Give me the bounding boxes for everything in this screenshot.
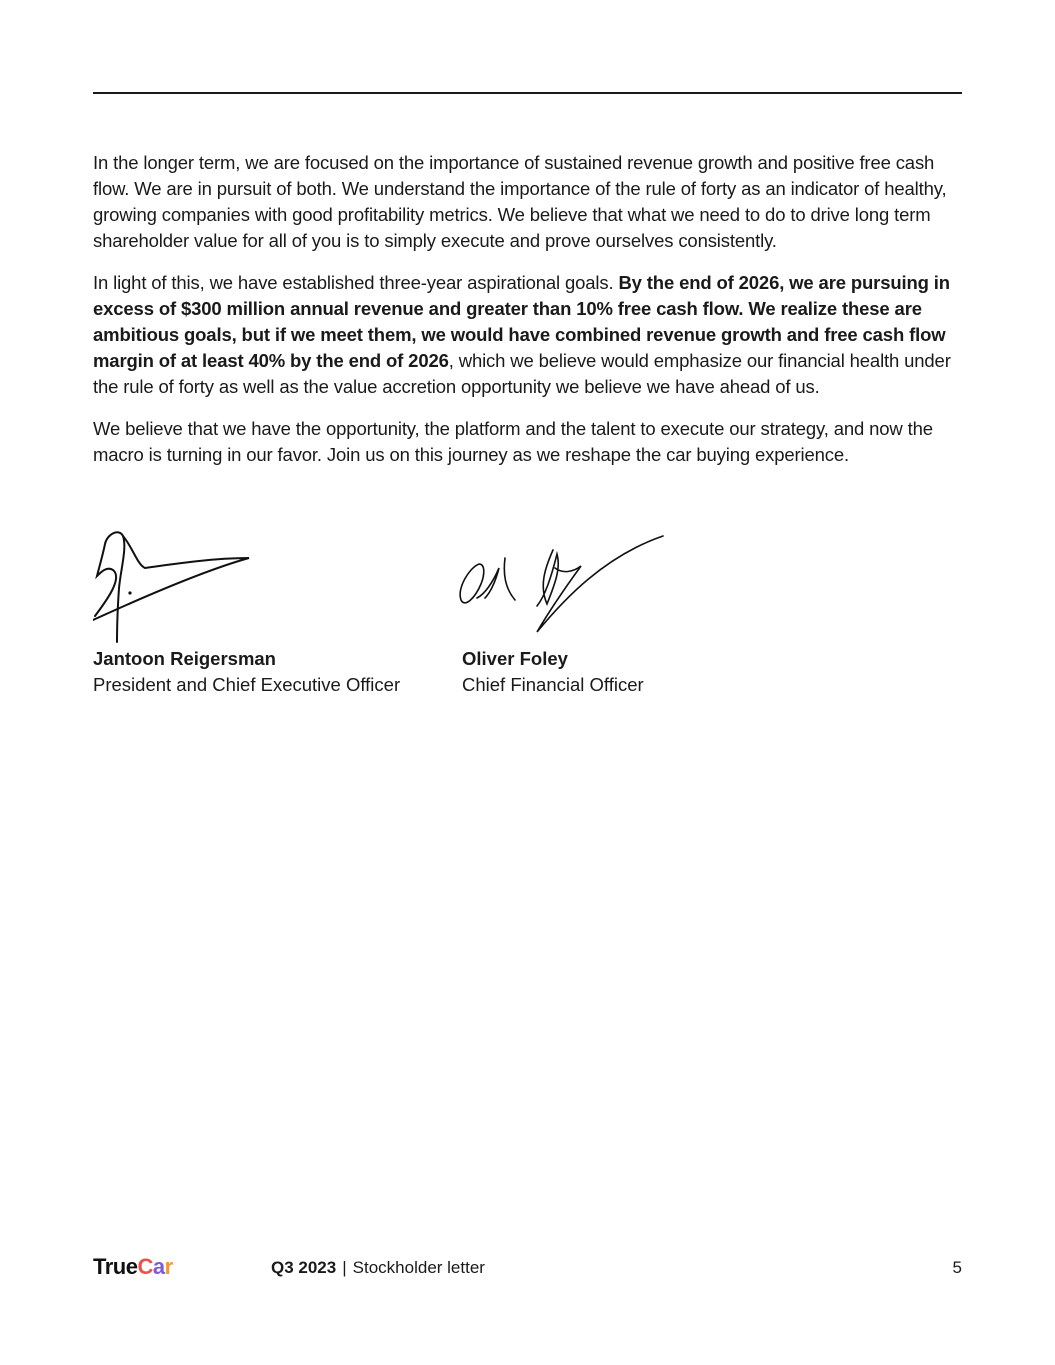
goals-intro: In light of this, we have established three-year aspirational goals. <box>93 272 619 293</box>
paragraph-long-term: In the longer term, we are focused on the importance of sustained revenue growth and positive free cash flow. We are in pursuit of both. We understand the importance of the rule of forty as an indicator of healthy, growing companies with good profitability metrics. We believe that what we need to do to drive long term shareholder value for all of you is to simply execute and prove ourselves consistently. <box>93 152 947 251</box>
header-rule <box>93 92 962 94</box>
footer-doc-title: Stockholder letter <box>352 1258 485 1277</box>
cfo-title: Chief Financial Officer <box>462 674 644 695</box>
page-footer <box>93 1254 962 1284</box>
paragraph-goals <box>93 270 963 400</box>
ceo-title: President and Chief Executive Officer <box>93 674 401 695</box>
footer-separator: | <box>342 1258 347 1277</box>
letter-body <box>93 150 963 484</box>
ceo-signature-block <box>93 528 400 698</box>
ceo-name: Jantoon Reigersman <box>93 648 276 669</box>
footer-quarter: Q3 2023 <box>271 1258 337 1277</box>
paragraph-closing: We believe that we have the opportunity, the platform and the talent to execute our strategy, and now the macro is turning in our favor. Join us on this journey as we reshape the car buying experience. <box>93 418 933 465</box>
ceo-signature <box>93 528 263 646</box>
cfo-signature-block <box>455 528 675 698</box>
goals-rest: , which we believe would emphasize our financial health under the rule of forty as well as the value accretion opportunity we believe we have ahead of us. <box>93 350 951 397</box>
goals-highlight: By the end of 2026, we are pursuing in excess of $300 million annual revenue and greater than 10% free cash flow. We realize these are ambitious goals, but if we meet them, we would have combined revenue growth and free cash flow margin of at least 40% by the end of 2026 <box>93 272 950 371</box>
cfo-name: Oliver Foley <box>462 648 568 669</box>
page-number: 5 <box>952 1258 962 1277</box>
truecar-logo: TrueCar <box>93 1254 173 1279</box>
footer-label <box>271 1258 485 1278</box>
cfo-signature <box>455 528 675 646</box>
